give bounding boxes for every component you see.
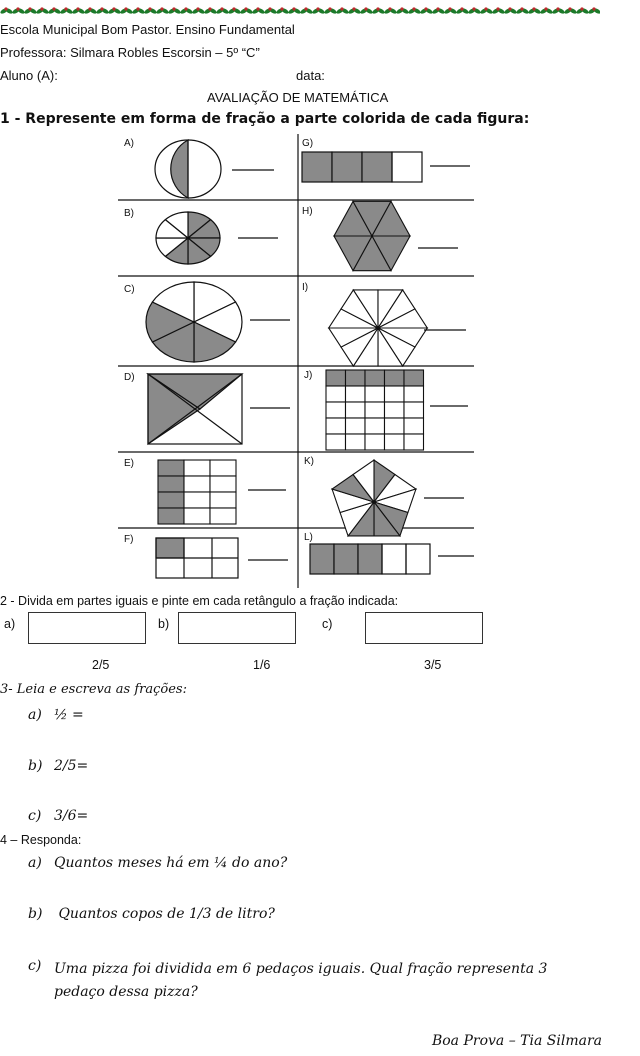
q4-letter-c: c): [28, 958, 42, 974]
label-e: E): [124, 458, 134, 469]
figure-l: [310, 544, 430, 574]
q4-text-a: Quantos meses há em ¼ do ano?: [54, 855, 288, 871]
label-j: J): [304, 370, 313, 381]
figure-a: [155, 140, 221, 198]
q3-letter-b: b): [28, 758, 43, 774]
figure-e: [158, 460, 236, 524]
label-b: B): [124, 208, 134, 219]
signature: Boa Prova – Tia Silmara: [431, 1033, 602, 1049]
q2-letter-c: c): [322, 617, 333, 631]
label-c: C): [124, 284, 135, 295]
label-d: D): [124, 372, 135, 383]
q4-text-b: Quantos copos de 1/3 de litro?: [54, 906, 275, 922]
q4-prompt: 4 – Responda:: [0, 833, 82, 847]
q2-rect-b[interactable]: [178, 612, 296, 644]
label-h: H): [302, 206, 313, 217]
q4-text-c: Uma pizza foi dividida em 6 pedaços iguais. Qual fração representa 3 pedaço dessa pizza?: [54, 961, 548, 1000]
label-l: L): [304, 532, 313, 543]
teacher-name: Professora: Silmara Robles Escorsin – 5º “C”: [0, 45, 260, 60]
q2-letter-a: a): [4, 617, 16, 631]
figure-j: [326, 370, 424, 450]
q3-letter-a: a): [28, 707, 42, 723]
student-label: Aluno (A):: [0, 68, 58, 83]
page-title: AVALIAÇÃO DE MATEMÁTICA: [207, 90, 389, 105]
figure-h: [334, 201, 410, 270]
q4-letter-b: b): [28, 906, 43, 922]
q2-prompt: 2 - Divida em partes iguais e pinte em cada retângulo a fração indicada:: [0, 594, 399, 608]
figure-d: [148, 374, 242, 444]
q2-letter-b: b): [158, 617, 170, 631]
label-i: I): [302, 282, 309, 293]
q3-text-c[interactable]: 3/6=: [54, 808, 89, 824]
q4-letter-a: a): [28, 855, 42, 871]
figure-k: [332, 460, 416, 536]
figure-i: [329, 290, 428, 366]
q3-letter-c: c): [28, 808, 42, 824]
figure-b: [156, 212, 220, 264]
q3-text-a[interactable]: ½ =: [54, 707, 84, 723]
holly-border: [0, 2, 600, 18]
fractions-figure-grid: [118, 132, 476, 590]
q1-prompt: 1 - Represente em forma de fração a parte colorida de cada figura:: [0, 111, 530, 127]
figure-c: [146, 282, 242, 362]
date-label: data:: [296, 68, 325, 83]
figure-g: [302, 152, 422, 182]
label-f: F): [124, 534, 134, 545]
q3-prompt-text: 3- Leia e escreva as frações:: [0, 682, 187, 697]
label-k: K): [304, 456, 314, 467]
label-g: G): [302, 138, 314, 149]
figure-f: [156, 538, 238, 578]
q3-text-b[interactable]: 2/5=: [54, 758, 89, 774]
q2-rect-a[interactable]: [28, 612, 146, 644]
q2-fraction-b: 1/6: [253, 658, 271, 672]
q2-rect-c[interactable]: [365, 612, 483, 644]
school-name: Escola Municipal Bom Pastor. Ensino Fundamental: [0, 22, 295, 37]
label-a: A): [124, 138, 134, 149]
q2-fraction-a: 2/5: [92, 658, 110, 672]
q2-fraction-c: 3/5: [424, 658, 442, 672]
